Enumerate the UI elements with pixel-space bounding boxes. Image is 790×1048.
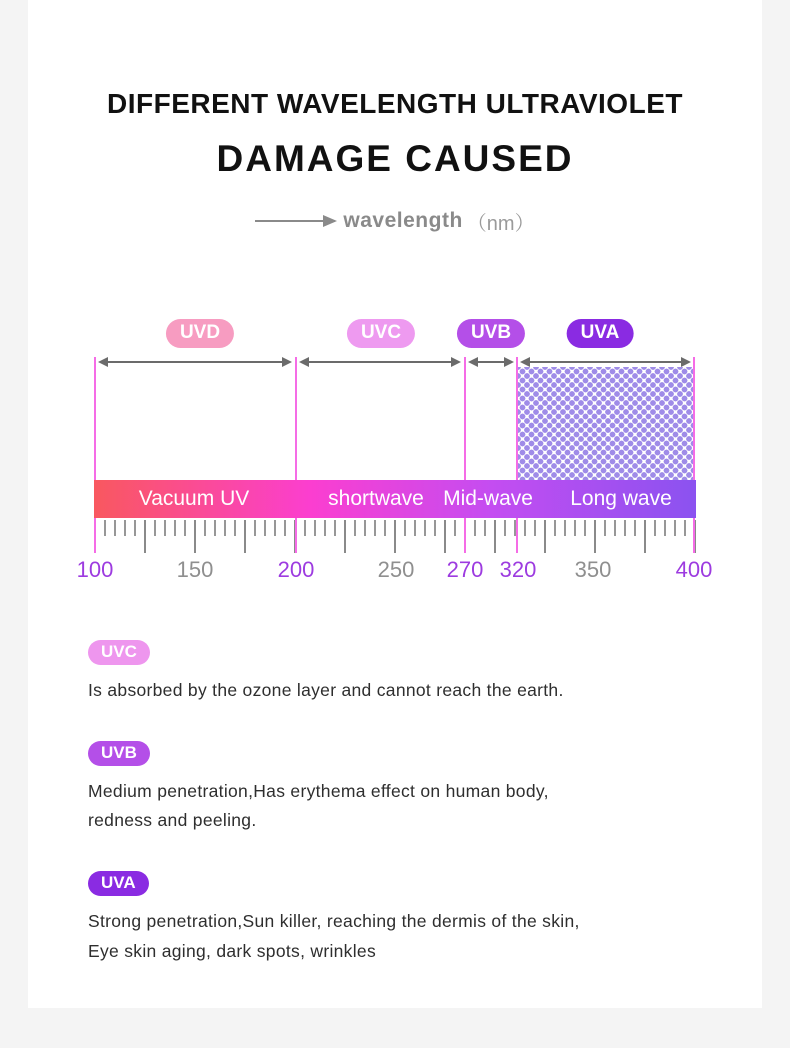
section-badge-uva: UVA	[88, 871, 149, 896]
section-badge-uvc: UVC	[88, 640, 150, 665]
guide-line-200nm	[295, 357, 297, 553]
range-arrow-uva	[522, 361, 689, 363]
ruler-major-ticks	[94, 520, 696, 553]
range-arrow-uvb	[470, 361, 512, 363]
uva-dot-pattern-region	[516, 367, 695, 480]
section-uva-line1: Strong penetration,Sun killer, reaching the dermis of the skin,	[88, 911, 580, 932]
right-arrow-icon	[255, 220, 335, 222]
bar-label-long-wave: Long wave	[570, 487, 672, 510]
section-uvc	[88, 640, 722, 704]
infographic-card	[28, 0, 762, 1008]
section-badge-uvb: UVB	[88, 741, 150, 766]
section-uvb-line1: Medium penetration,Has erythema effect on human body,	[88, 781, 549, 802]
wavelength-axis-note	[28, 206, 762, 236]
axis-label: wavelength	[343, 209, 463, 232]
section-uva-line2: Eye skin aging, dark spots, wrinkles	[88, 940, 377, 961]
tick-label-320: 320	[499, 557, 537, 582]
section-uva	[88, 871, 722, 964]
tick-label-200: 200	[277, 557, 315, 582]
page-title-line1: DIFFERENT WAVELENGTH ULTRAVIOLET	[107, 88, 683, 119]
bar-label-shortwave: shortwave	[328, 487, 424, 510]
range-arrow-uvd	[100, 361, 290, 363]
axis-unit: （nm）	[466, 212, 535, 235]
band-badge-uva: UVA	[567, 319, 634, 348]
section-uvc-line1: Is absorbed by the ozone layer and cannot reach the earth.	[88, 680, 564, 700]
range-arrow-uvc	[301, 361, 459, 363]
tick-label-100: 100	[76, 557, 114, 582]
tick-label-350: 350	[574, 557, 612, 582]
band-descriptions	[28, 592, 762, 965]
page-title-line2: DAMAGE CAUSED	[216, 138, 574, 179]
guide-line-100nm	[94, 357, 96, 553]
section-uvb-line2: redness and peeling.	[88, 810, 257, 831]
tick-label-150: 150	[176, 557, 214, 582]
band-badge-uvd: UVD	[166, 319, 234, 348]
band-badge-uvc: UVC	[347, 319, 415, 348]
spectrum-gradient-bar	[94, 480, 696, 518]
band-badge-uvb: UVB	[457, 319, 525, 348]
tick-label-250: 250	[377, 557, 415, 582]
tick-label-400: 400	[675, 557, 713, 582]
wavelength-scale-diagram	[28, 314, 762, 592]
guide-line-270nm	[464, 357, 466, 553]
bar-label-mid-wave: Mid-wave	[443, 487, 533, 510]
bar-label-vacuum-uv: Vacuum UV	[138, 487, 250, 510]
section-uvb	[88, 741, 722, 834]
tick-label-270: 270	[446, 557, 484, 582]
